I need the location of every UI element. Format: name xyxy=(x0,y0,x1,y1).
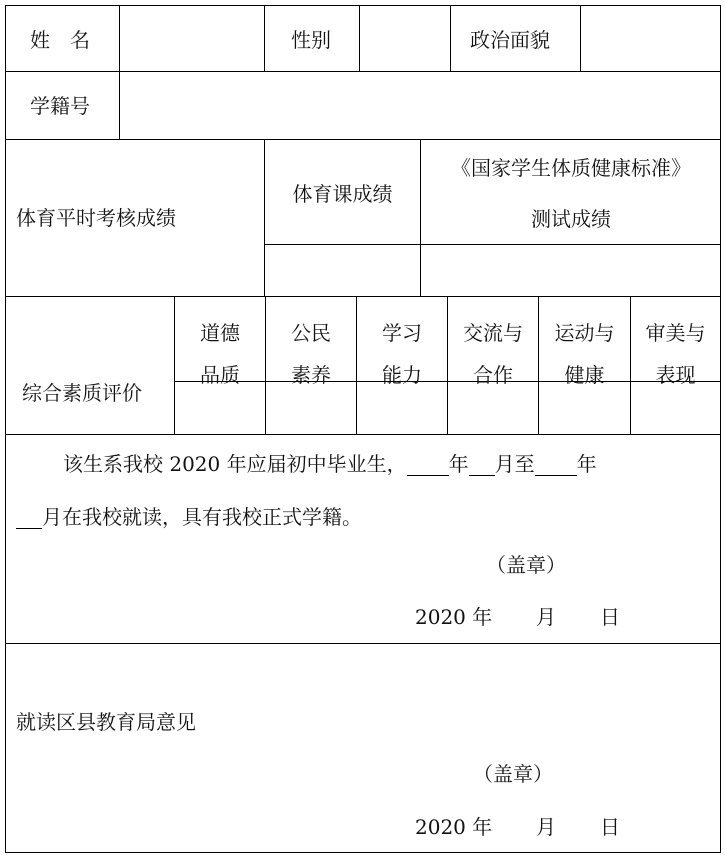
col-divider xyxy=(359,5,360,71)
quality-col-line1: 学习 xyxy=(382,321,422,345)
gender-field[interactable] xyxy=(361,8,449,70)
table-border xyxy=(720,5,721,853)
quality-col-line2: 表现 xyxy=(655,363,696,387)
month-blank[interactable] xyxy=(16,506,42,529)
quality-col-line2: 能力 xyxy=(382,363,422,387)
school-date-year: 2020 年 xyxy=(415,605,493,629)
quality-col-line1: 审美与 xyxy=(645,321,706,345)
col-divider xyxy=(580,5,581,71)
quality-col-line1: 交流与 xyxy=(463,321,523,345)
quality-col-line2: 合作 xyxy=(473,363,513,387)
month-to-text: 月至 xyxy=(494,452,535,476)
quality-col-line2: 健康 xyxy=(564,363,605,387)
district-date-day: 日 xyxy=(600,815,620,839)
fitness-score-field[interactable] xyxy=(422,246,719,295)
name-label: 姓 名 xyxy=(30,28,90,52)
gender-label: 性别 xyxy=(291,28,331,52)
pe-course-score-field[interactable] xyxy=(266,246,419,295)
pe-course-score-label: 体育课成绩 xyxy=(292,182,393,206)
col-divider xyxy=(264,139,265,296)
quality-col-line2: 素养 xyxy=(291,363,331,387)
quality-col-line2: 品质 xyxy=(200,363,240,387)
enrollment-statement-line1 xyxy=(63,452,597,476)
quality-col-line1: 运动与 xyxy=(554,321,615,345)
school-seal: （盖章） xyxy=(486,553,566,577)
row-divider xyxy=(5,71,721,72)
school-date-day: 日 xyxy=(600,605,620,629)
quality-score-field[interactable] xyxy=(358,383,446,433)
fitness-standard-title: 《国家学生体质健康标准》 xyxy=(451,156,691,180)
quality-score-field[interactable] xyxy=(632,383,719,433)
table-border xyxy=(5,5,721,6)
col-divider xyxy=(119,5,120,139)
row-divider xyxy=(5,296,721,297)
row-divider xyxy=(5,434,721,435)
quality-col-line1: 道德 xyxy=(200,321,240,345)
quality-evaluation-label: 综合素质评价 xyxy=(22,381,142,405)
student-id-field[interactable] xyxy=(121,74,719,138)
month-blank[interactable] xyxy=(469,453,495,476)
political-status-label: 政治面貌 xyxy=(470,28,550,52)
quality-score-field[interactable] xyxy=(267,383,355,433)
year-blank[interactable] xyxy=(407,453,449,476)
quality-col-line1: 公民 xyxy=(291,321,331,345)
name-field[interactable] xyxy=(121,8,263,70)
table-border xyxy=(5,5,6,853)
year-text: 年 xyxy=(576,452,597,476)
pe-regular-score-label: 体育平时考核成绩 xyxy=(16,206,176,230)
quality-score-field[interactable] xyxy=(540,383,629,433)
district-date-month: 月 xyxy=(536,815,556,839)
quality-score-field[interactable] xyxy=(449,383,537,433)
table-border xyxy=(5,852,721,853)
fitness-standard-subtitle: 测试成绩 xyxy=(531,207,611,231)
statement-text: 该生系我校 2020 年应届初中毕业生， xyxy=(63,452,407,476)
enrollment-statement-line2 xyxy=(16,505,362,529)
district-seal: （盖章） xyxy=(473,762,553,786)
district-date-year: 2020 年 xyxy=(415,815,493,839)
year-blank[interactable] xyxy=(535,453,577,476)
row-divider xyxy=(264,244,721,245)
col-divider xyxy=(450,5,451,71)
school-date-month: 月 xyxy=(536,605,556,629)
row-divider xyxy=(5,139,721,140)
quality-score-field[interactable] xyxy=(176,383,264,433)
student-id-label: 学籍号 xyxy=(30,94,90,118)
year-text: 年 xyxy=(448,452,469,476)
col-divider xyxy=(264,5,265,71)
political-status-field[interactable] xyxy=(582,8,719,70)
statement-text: 月在我校就读，具有我校正式学籍。 xyxy=(42,505,362,529)
row-divider xyxy=(5,643,721,644)
district-opinion-label: 就读区县教育局意见 xyxy=(16,710,196,734)
